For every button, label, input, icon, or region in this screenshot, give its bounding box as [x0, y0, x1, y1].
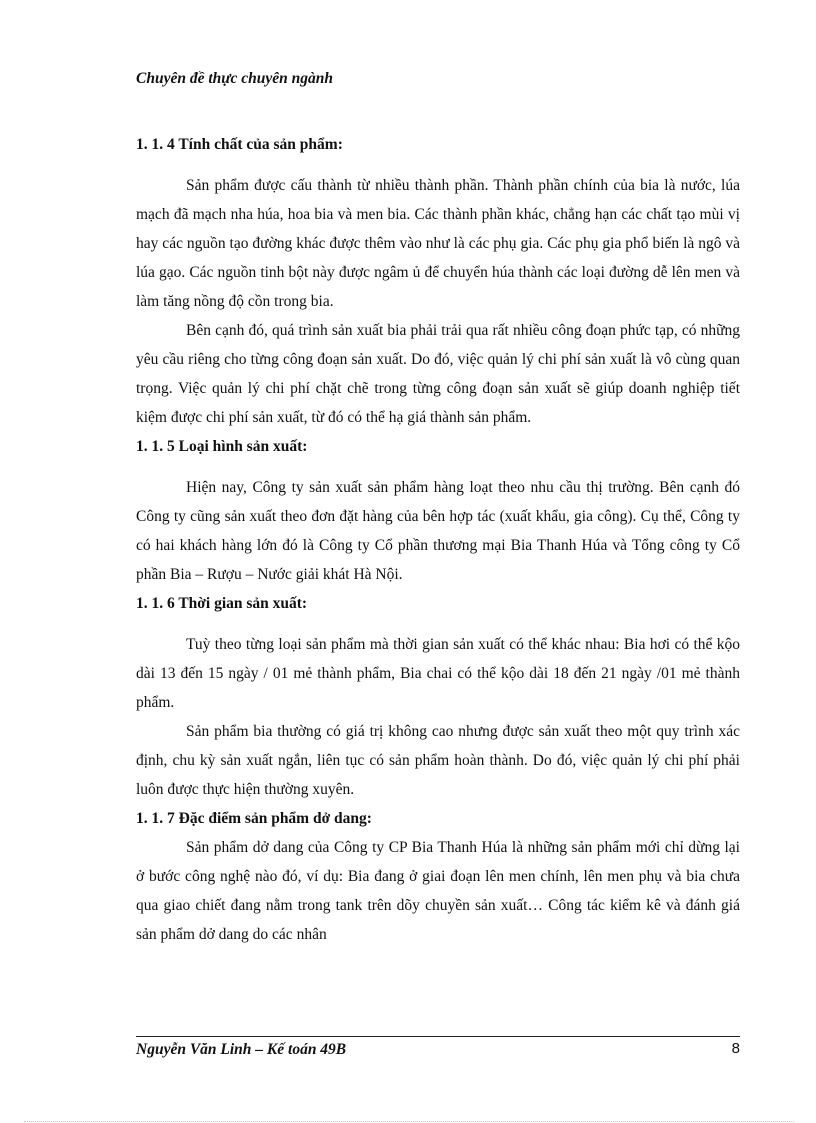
page-edge-divider — [24, 1121, 794, 1122]
footer-divider — [136, 1036, 740, 1037]
paragraph: Tuỳ theo từng loại sản phẩm mà thời gian sản xuất có thể khác nhau: Bia hơi có thể kộo dài 13 đến 15 ngày / 01 mẻ thành phẩm, Bia chai có thể kộo dài 18 đến 21 ngày /01 mẻ thành phẩm. — [136, 636, 740, 711]
page-number: 8 — [731, 1040, 740, 1057]
section-heading-1-1-5: 1. 1. 5 Loại hình sản xuất: — [136, 438, 308, 455]
paragraph: Sản phẩm bia thường có giá trị không cao nhưng được sản xuất theo một quy trình xác định, chu kỳ sản xuất ngắn, liên tục có sản phẩm hoàn thành. Do đó, việc quản lý chi phí phải luôn được thực hiện thường xuyên. — [136, 723, 740, 798]
footer-author: Nguyễn Văn Linh – Kế toán 49B — [136, 1041, 347, 1058]
paragraph: Sản phẩm được cấu thành từ nhiều thành phần. Thành phần chính của bia là nước, lúa mạch đã mạch nha húa, hoa bia và men bia. Các thành phần khác, chẳng hạn các chất tạo mùi vị hay các nguồn tạo đường khác được thêm vào như là các phụ gia. Các phụ gia phổ biến là ngô và lúa gạo. Các nguồn tinh bột này được ngâm ủ để chuyển húa thành các loại đường dễ lên men và làm tăng nồng độ cồn trong bia. — [136, 177, 740, 310]
section-heading-1-1-4: 1. 1. 4 Tính chất của sản phẩm: — [136, 136, 343, 153]
section-heading-1-1-6: 1. 1. 6 Thời gian sản xuất: — [136, 595, 308, 612]
page-content — [136, 130, 740, 949]
header-title: Chuyên đề thực chuyên ngành — [136, 70, 334, 87]
paragraph: Sản phẩm dở dang của Công ty CP Bia Thanh Húa là những sản phẩm mới chỉ dừng lại ở bước công nghệ nào đó, ví dụ: Bia đang ở giai đoạn lên men chính, lên men phụ và bia chưa qua giao chiết đang nằm trong tank trên dõy chuyền sản xuất… Công tác kiểm kê và đánh giá sản phẩm dở dang do các nhân — [136, 839, 740, 943]
section-heading-1-1-7: 1. 1. 7 Đặc điểm sản phẩm dở dang: — [136, 810, 372, 827]
paragraph: Hiện nay, Công ty sản xuất sản phẩm hàng loạt theo nhu cầu thị trường. Bên cạnh đó Công ty cũng sản xuất theo đơn đặt hàng của bên hợp tác (xuất khẩu, gia công). Cụ thể, Công ty có hai khách hàng lớn đó là Công ty Cổ phần thương mại Bia Thanh Húa và Tổng công ty Cổ phần Bia – Rượu – Nước giải khát Hà Nội. — [136, 479, 740, 583]
paragraph: Bên cạnh đó, quá trình sản xuất bia phải trải qua rất nhiều công đoạn phức tạp, có những yêu cầu riêng cho từng công đoạn sản xuất. Do đó, việc quản lý chi phí sản xuất là vô cùng quan trọng. Việc quản lý chi phí chặt chẽ trong từng công đoạn sản xuất sẽ giúp doanh nghiệp tiết kiệm được chi phí sản xuất, từ đó có thể hạ giá thành sản phẩm. — [136, 322, 740, 426]
